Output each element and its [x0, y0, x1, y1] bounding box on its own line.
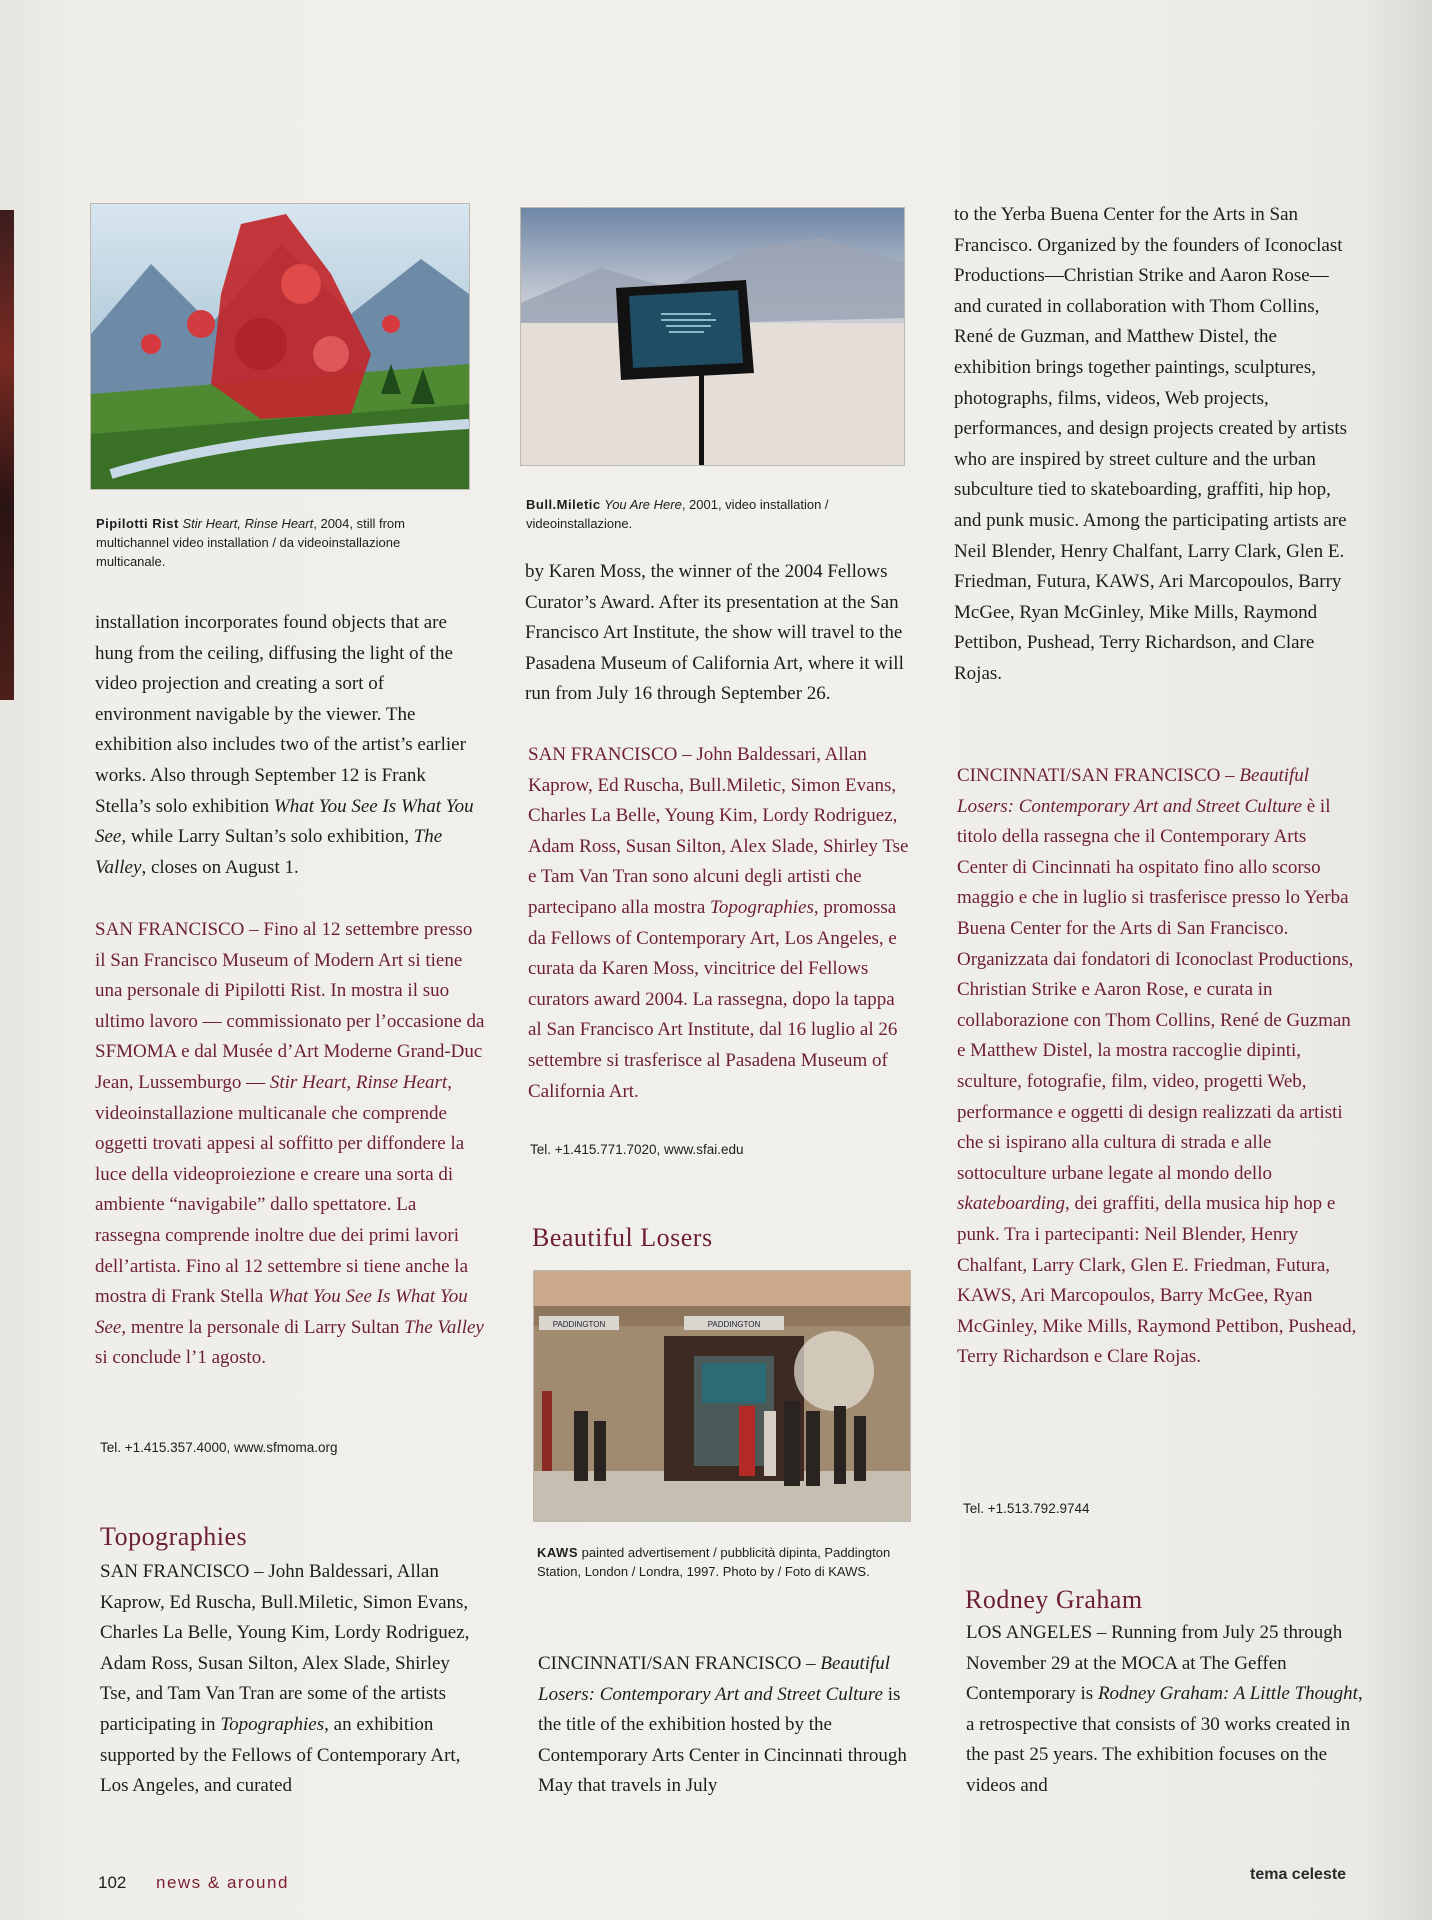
station-sign-right: PADDINGTON [707, 1320, 761, 1329]
caption-details: , 2004, still from multichannel video installation / da videoinstallazione multicanale. [96, 516, 405, 569]
title-run: Beautiful Losers: Contemporary Art and Street Culture [957, 765, 1310, 817]
contact-sfmoma: Tel. +1.415.357.4000, www.sfmoma.org [100, 1440, 338, 1455]
photo-pipilotti-rist [90, 203, 470, 490]
article-sfmoma-en [95, 608, 475, 883]
text-run: CINCINNATI/SAN FRANCISCO – [957, 765, 1240, 786]
text-run: , videoinstallazione multicanale che comprende oggetti trovati appesi al soffitto per diffondere la luce della videoproiezione e creare una sorta di ambiente “navigabile” dallo spettatore. La rassegna comprende inoltre due dei primi lavori dell’artista. Fino al 12 settembre si tiene anche la mostra di Frank Stella [95, 1071, 469, 1308]
article-topographies-en [100, 1557, 480, 1802]
caption-details: painted advertisement / pubblicità dipinta, Paddington Station, London / Londra, 1997. Photo by / Foto di KAWS. [537, 1545, 891, 1579]
article-beautiful-losers-it [957, 761, 1357, 1373]
section-title: news & around [156, 1873, 289, 1892]
photo-kaws-art [534, 1271, 910, 1521]
page-number: 102 [98, 1873, 127, 1892]
title-run: skateboarding [957, 1193, 1066, 1215]
article-sfmoma-it [95, 915, 485, 1374]
text-run: , while Larry Sultan’s solo exhibition, [121, 826, 414, 848]
text-run: è il titolo della rassegna che il Contemporary Arts Center di Cincinnati ha ospitato fino allo scorso maggio e che in luglio si trasferisce presso lo Yerba Buena Center for the Arts di San Francisco. Organizzata dai fondatori di Iconoclast Productions, Christian Strike e Aaron Rose, e curata in collaborazione con Thom Collins, René de Guzman e Matthew Distel, la mostra raccoglie dipinti, sculture, fotografie, film, video, progetti Web, performance e oggetti di design realizzati da artisti che si ispirano alla cultura di strada e alle sottoculture urbane legate al mondo dello [957, 795, 1354, 1184]
caption-artist: KAWS [537, 1545, 578, 1560]
caption-kaws [537, 1543, 897, 1581]
title-run: The Valley [95, 826, 443, 878]
heading-beautiful-losers: Beautiful Losers [532, 1223, 713, 1252]
title-run: Topographies [220, 1713, 325, 1735]
article-topographies-it [528, 740, 913, 1107]
station-sign-left: PADDINGTON [552, 1320, 606, 1329]
heading-topographies: Topographies [100, 1522, 248, 1551]
text-run: , an exhibition supported by the Fellows of Contemporary Art, Los Angeles, and curated [100, 1713, 461, 1797]
article-beautiful-losers-en [538, 1649, 913, 1802]
photo-kaws [533, 1270, 911, 1522]
text-run: , closes on August 1. [141, 856, 299, 878]
title-run: What You See Is What You See [95, 1286, 468, 1338]
contact-cac: Tel. +1.513.792.9744 [963, 1501, 1090, 1516]
article-topographies-en-cont: by Karen Moss, the winner of the 2004 Fellows Curator’s Award. After its presentation at the San Francisco Art Institute, the show will travel to the Pasadena Museum of California Art, where it will run from July 16 through September 26. [525, 561, 904, 705]
text-run: SAN FRANCISCO – John Baldessari, Allan Kaprow, Ed Ruscha, Bull.Miletic, Simon Evans, Charles La Belle, Young Kim, Lordy Rodriguez, Adam Ross, Susan Silton, Alex Slade, Shirley Tse, and Tam Van Tran are some of the artists participating in [100, 1561, 470, 1735]
photo-bull-miletic [520, 207, 905, 466]
text-run: LOS ANGELES – Running from July 25 through November 29 at the MOCA at The Geffen Contemporary is [966, 1622, 1343, 1705]
article-rodney-graham-en [966, 1618, 1366, 1802]
text-run: SAN FRANCISCO – Fino al 12 settembre presso il San Francisco Museum of Modern Art si tiene una personale di Pipilotti Rist. In mostra il suo ultimo lavoro — commissionato per l’occasione da SFMOMA e dal Musée d’Art Moderne Grand-Duc Jean, Lussemburgo — [95, 919, 485, 1093]
heading-rodney-graham: Rodney Graham [965, 1585, 1143, 1614]
text-run: , promossa da Fellows of Contemporary Art, Los Angeles, e curata da Karen Moss, vincitrice del Fellows curators award 2004. La rassegna, dopo la tappa al San Francisco Art Institute, dal 16 luglio al 26 settembre si trasferisce al Pasadena Museum of California Art. [528, 896, 898, 1102]
text-run: , dei graffiti, della musica hip hop e punk. Tra i partecipanti: Neil Blender, Henry Chalfant, Larry Clark, Glen E. Friedman, Futura, KAWS, Ari Marcopoulos, Barry McGee, Ryan McGinley, Mike Mills, Raymond Pettibon, Pushead, Terry Richardson e Clare Rojas. [957, 1193, 1357, 1368]
contact-sfai: Tel. +1.415.771.7020, www.sfai.edu [530, 1142, 744, 1157]
caption-work-title: You Are Here [604, 497, 682, 512]
text-run: is the title of the exhibition hosted by the Contemporary Arts Center in Cincinnati through May that travels in July [538, 1683, 907, 1797]
caption-artist: Pipilotti Rist [96, 516, 179, 531]
caption-work-title: Stir Heart, Rinse Heart [182, 516, 314, 531]
title-run: What You See Is What You See [95, 795, 474, 848]
text-run: si conclude l’1 agosto. [95, 1347, 266, 1369]
title-run: Beautiful Losers: Contemporary Art and Street Culture [538, 1653, 891, 1705]
photo-rist-art [91, 204, 469, 489]
caption-rist [96, 514, 466, 571]
text-run: SAN FRANCISCO – John Baldessari, Allan Kaprow, Ed Ruscha, Bull.Miletic, Simon Evans, Charles La Belle, Young Kim, Lordy Rodriguez, Adam Ross, Susan Silton, Alex Slade, Shirley Tse e Tam Van Tran sono alcuni degli artisti che partecipano alla mostra [528, 744, 909, 918]
title-run: Topographies [710, 896, 814, 918]
photo-miletic-art [521, 208, 904, 465]
caption-artist: Bull.Miletic [526, 497, 601, 512]
text-run: CINCINNATI/SAN FRANCISCO – [538, 1653, 821, 1674]
caption-details: , 2001, video installation / videoinstallazione. [526, 497, 829, 531]
text-run: , a retrospective that consists of 30 works created in the past 25 years. The exhibition focuses on the videos and [966, 1683, 1363, 1796]
caption-miletic [526, 495, 896, 533]
title-run: Rodney Graham: A Little Thought [1097, 1683, 1358, 1705]
title-run: Stir Heart, Rinse Heart [269, 1071, 448, 1093]
title-run: The Valley [404, 1316, 484, 1338]
text-run: installation incorporates found objects that are hung from the ceiling, diffusing the light of the video projection and creating a sort of environment navigable by the viewer. The exhibition also includes two of the artist’s earlier works. Also through September 12 is Frank Stella’s solo exhibition [95, 612, 466, 817]
text-run: , mentre la personale di Larry Sultan [121, 1316, 405, 1338]
binding-edge [0, 210, 14, 700]
article-beautiful-losers-en-cont: to the Yerba Buena Center for the Arts in San Francisco. Organized by the founders of Iconoclast Productions—Christian Strike and Aaron Rose—and curated in collaboration with Thom Collins, René de Guzman, and Matthew Distel, the exhibition brings together paintings, sculptures, photographs, films, videos, Web projects, performances, and design projects created by artists who are inspired by street culture and the urban subculture tied to skateboarding, graffiti, hip hop, and punk music. Among the participating artists are Neil Blender, Henry Chalfant, Larry Clark, Glen E. Friedman, Futura, KAWS, Ari Marcopoulos, Barry McGee, Ryan McGinley, Mike Mills, Raymond Pettibon, Pushead, Terry Richardson, and Clare Rojas. [954, 204, 1348, 684]
magazine-title: tema celeste [1250, 1866, 1347, 1883]
